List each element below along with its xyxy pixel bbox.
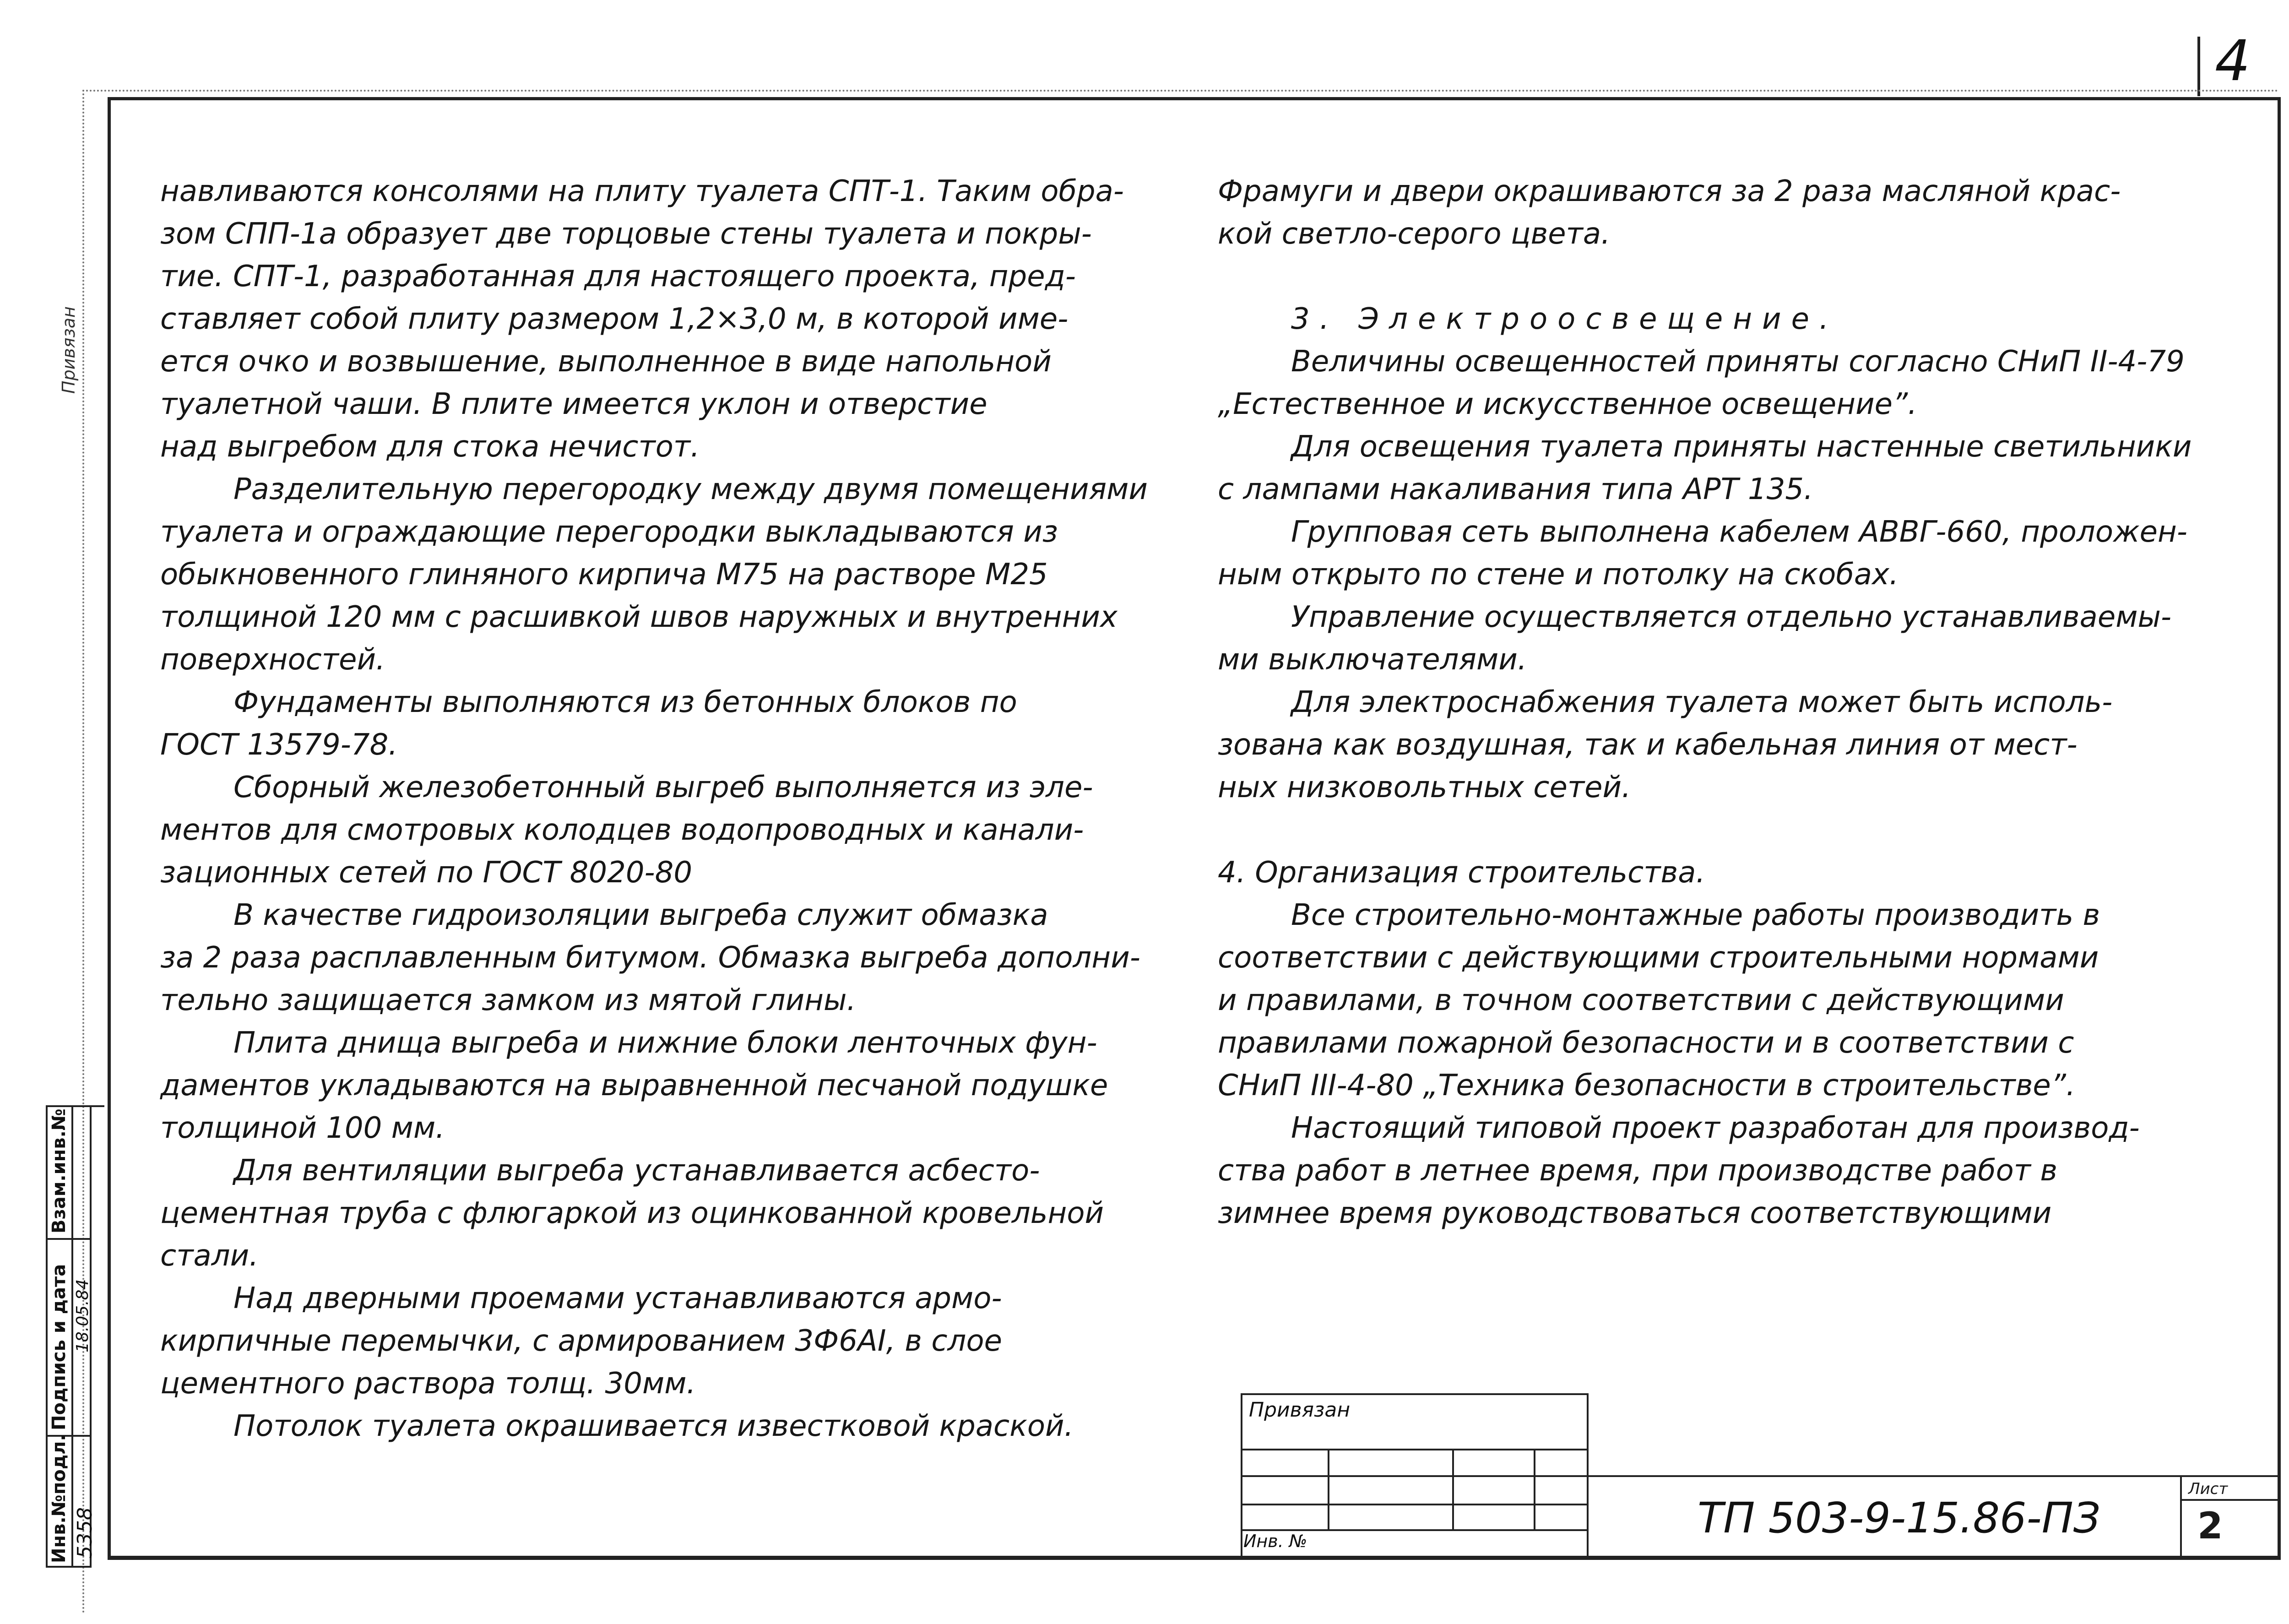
margin-handwritten-note: Привязан [59, 306, 79, 394]
text-line: Фундаменты выполняются из бетонных блоков по [233, 685, 1017, 719]
text-line: Над дверными проемами устанавливаются армо- [233, 1282, 1002, 1315]
stamp-value-date: 18.05.84 [73, 1279, 92, 1352]
text-line: ставляет собой плиту размером 1,2×3,0 м, в которой име- [160, 302, 1069, 336]
text-line: стали. [160, 1239, 259, 1273]
text-line: Плита днища выгреба и нижние блоки ленточных фун- [233, 1026, 1097, 1060]
text-line: правилами пожарной безопасности и в соответствии с [1218, 1026, 2074, 1060]
stamp-label-signature-date: Подпись и дата [49, 1264, 70, 1430]
page-number: 4 [2215, 28, 2251, 93]
text-line: Настоящий типовой проект разработан для производ- [1291, 1111, 2140, 1145]
sheet-number: 2 [2197, 1505, 2223, 1547]
text-line: даментов укладываются на выравненной песчаной подушке [160, 1069, 1108, 1103]
text-line: Групповая сеть выполнена кабелем АВВГ-660, проложен- [1291, 515, 2187, 549]
stamp-label-inv-replace: Взам.инв.№ [49, 1108, 70, 1233]
text-line: зационных сетей по ГОСТ 8020-80 [160, 856, 693, 890]
text-line: ми выключателями. [1218, 643, 1527, 677]
text-line: Для освещения туалета приняты настенные светильники [1291, 430, 2192, 464]
text-line: Величины освещенностей приняты согласно СНиП II-4-79 [1291, 345, 2185, 379]
text-line: зимнее время руководствоваться соответствующими [1218, 1196, 2052, 1230]
text-line: СНиП III-4-80 „Техника безопасности в строительстве”. [1218, 1069, 2076, 1103]
attached-label: Привязан [1249, 1398, 1351, 1422]
text-line: кой светло-серого цвета. [1218, 217, 1611, 251]
text-line: зована как воздушная, так и кабельная линия от мест- [1218, 728, 2077, 762]
text-line: ется очко и возвышение, выполненное в виде напольной [160, 345, 1052, 379]
document-code: ТП 503-9-15.86-ПЗ [1698, 1494, 2100, 1543]
page-number-divider [2197, 37, 2200, 96]
text-line: и правилами, в точном соответствии с действующими [1218, 983, 2064, 1017]
text-line: ства работ в летнее время, при производстве работ в [1218, 1154, 2058, 1188]
text-line: над выгребом для стока нечистот. [160, 430, 700, 464]
text-line: толщиной 120 мм с расшивкой швов наружных и внутренних [160, 600, 1117, 634]
left-text-column [160, 170, 1167, 1448]
text-line: Фрамуги и двери окрашиваются за 2 раза масляной крас- [1218, 174, 2121, 208]
text-line: ным открыто по стене и потолку на скобах. [1218, 558, 1899, 592]
inv-number-label: Инв. № [1243, 1531, 1307, 1551]
text-line: навливаются консолями на плиту туалета СПТ-1. Таким обра- [160, 174, 1124, 208]
text-line: ных низковольтных сетей. [1218, 771, 1631, 804]
outer-dotted-border-top [82, 90, 2280, 92]
text-line: Сборный железобетонный выгреб выполняется из эле- [233, 771, 1093, 804]
text-line: соответствии с действующими строительными нормами [1218, 941, 2099, 975]
text-line: обыкновенного глиняного кирпича М75 на растворе М25 [160, 558, 1048, 592]
text-line: туалета и ограждающие перегородки выкладываются из [160, 515, 1058, 549]
text-line: поверхностей. [160, 643, 385, 677]
side-stamp [46, 1105, 104, 1568]
text-line: зом СПП-1а образует две торцовые стены туалета и покры- [160, 217, 1092, 251]
text-line: за 2 раза расплавленным битумом. Обмазка выгреба дополни- [160, 941, 1140, 975]
text-line: Управление осуществляется отдельно устанавливаемы- [1291, 600, 2172, 634]
text-line: ментов для смотровых колодцев водопроводных и канали- [160, 813, 1084, 847]
section-heading: 3. Электроосвещение. [1291, 302, 1839, 336]
stamp-value-inv-original: 5358 [73, 1507, 97, 1559]
sheet-label: Лист [2188, 1480, 2228, 1498]
text-line: тие. СПТ-1, разработанная для настоящего проекта, пред- [160, 260, 1076, 293]
text-line: Все строительно-монтажные работы производить в [1291, 898, 2100, 932]
text-line: Разделительную перегородку между двумя помещениями [233, 473, 1148, 506]
right-text-column [1218, 170, 2225, 1235]
text-line: В качестве гидроизоляции выгреба служит обмазка [233, 898, 1048, 932]
text-line [1218, 255, 2225, 298]
text-line: Для электроснабжения туалета может быть исполь- [1291, 685, 2113, 719]
text-line: цементного раствора толщ. 30мм. [160, 1367, 696, 1401]
text-line: тельно защищается замком из мятой глины. [160, 983, 856, 1017]
text-line: толщиной 100 мм. [160, 1111, 445, 1145]
text-line: Потолок туалета окрашивается известковой краской. [233, 1409, 1074, 1443]
text-line: кирпичные перемычки, с армированием 3Ф6АI, в слое [160, 1324, 1002, 1358]
text-line: Для вентиляции выгреба устанавливается асбесто- [233, 1154, 1040, 1188]
text-line: туалетной чаши. В плите имеется уклон и отверстие [160, 387, 987, 421]
text-line: 4. Организация строительства. [1218, 856, 1705, 890]
text-line: цементная труба с флюгаркой из оцинкованной кровельной [160, 1196, 1104, 1230]
stamp-label-inv-original: Инв.№подл. [49, 1434, 70, 1563]
text-line: „Естественное и искусственное освещение”. [1218, 387, 1917, 421]
text-line: с лампами накаливания типа АРТ 135. [1218, 473, 1813, 506]
text-line: ГОСТ 13579-78. [160, 728, 398, 762]
text-line [1218, 809, 2225, 852]
